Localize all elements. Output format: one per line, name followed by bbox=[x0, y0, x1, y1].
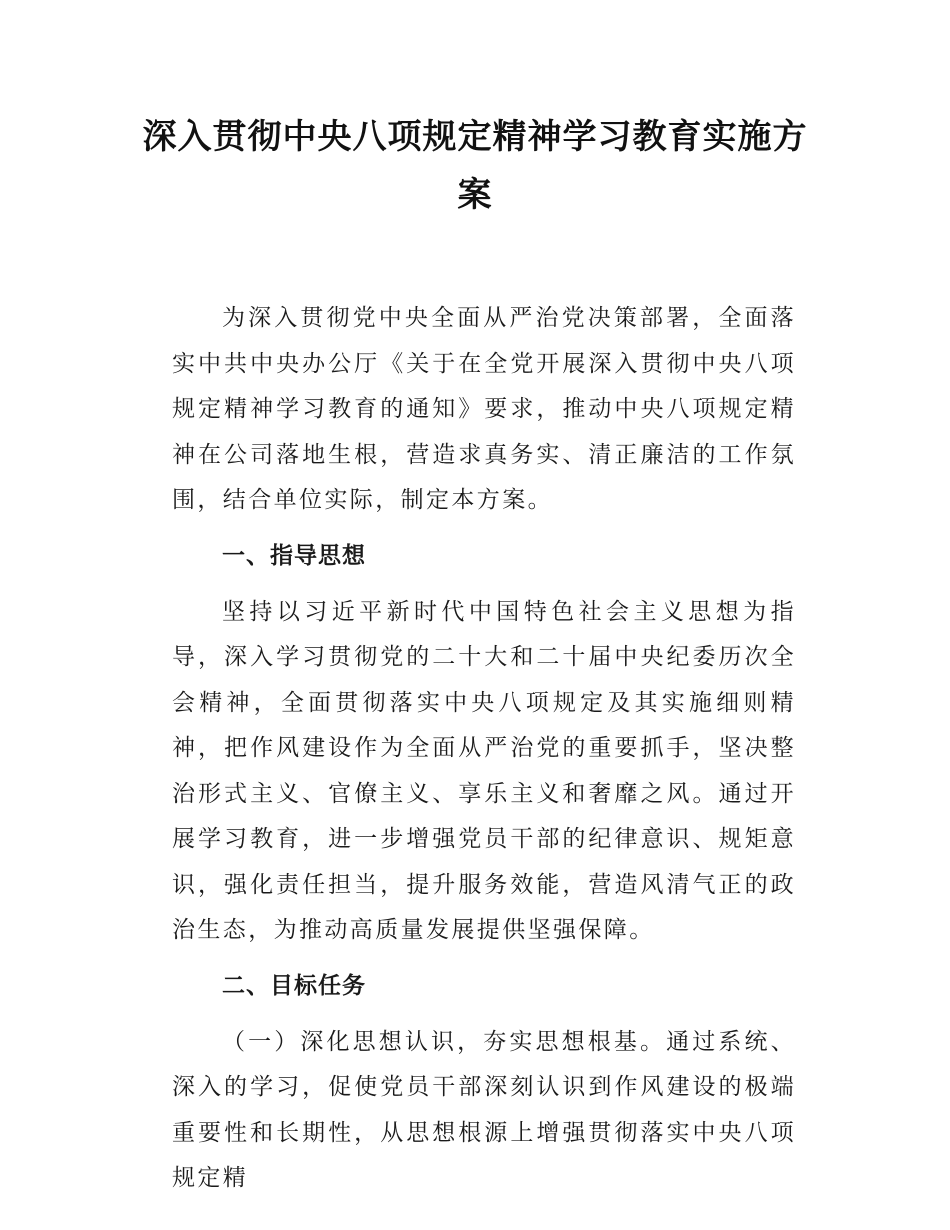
section-heading-guiding-thought: 一、指导思想 bbox=[222, 542, 366, 569]
section-paragraph-goals-tasks: （一）深化思想认识，夯实思想根基。通过系统、深入的学习，促使党员干部深刻认识到作风建设的极端重要性和长期性，从思想根源上增强贯彻落实中央八项规定精 bbox=[172, 1028, 796, 1191]
document-title: 深入贯彻中央八项规定精神学习教育实施方案 bbox=[142, 117, 808, 215]
section-heading-goals-tasks: 二、目标任务 bbox=[222, 972, 366, 999]
section-paragraph-guiding-thought: 坚持以习近平新时代中国特色社会主义思想为指导，深入学习贯彻党的二十大和二十届中央纪委历次全会精神，全面贯彻落实中央八项规定及其实施细则精神，把作风建设作为全面从严治党的重要抓手，坚决整治形式主义、官僚主义、享乐主义和奢靡之风。通过开展学习教育，进一步增强党员干部的纪律意识、规矩意识，强化责任担当，提升服务效能，营造风清气正的政治生态，为推动高质量发展提供坚强保障。 bbox=[172, 598, 796, 943]
document-body bbox=[172, 296, 796, 1202]
intro-paragraph: 为深入贯彻党中央全面从严治党决策部署，全面落实中共中央办公厅《关于在全党开展深入贯彻中央八项规定精神学习教育的通知》要求，推动中央八项规定精神在公司落地生根，营造求真务实、清正廉洁的工作氛围，结合单位实际，制定本方案。 bbox=[172, 305, 796, 513]
